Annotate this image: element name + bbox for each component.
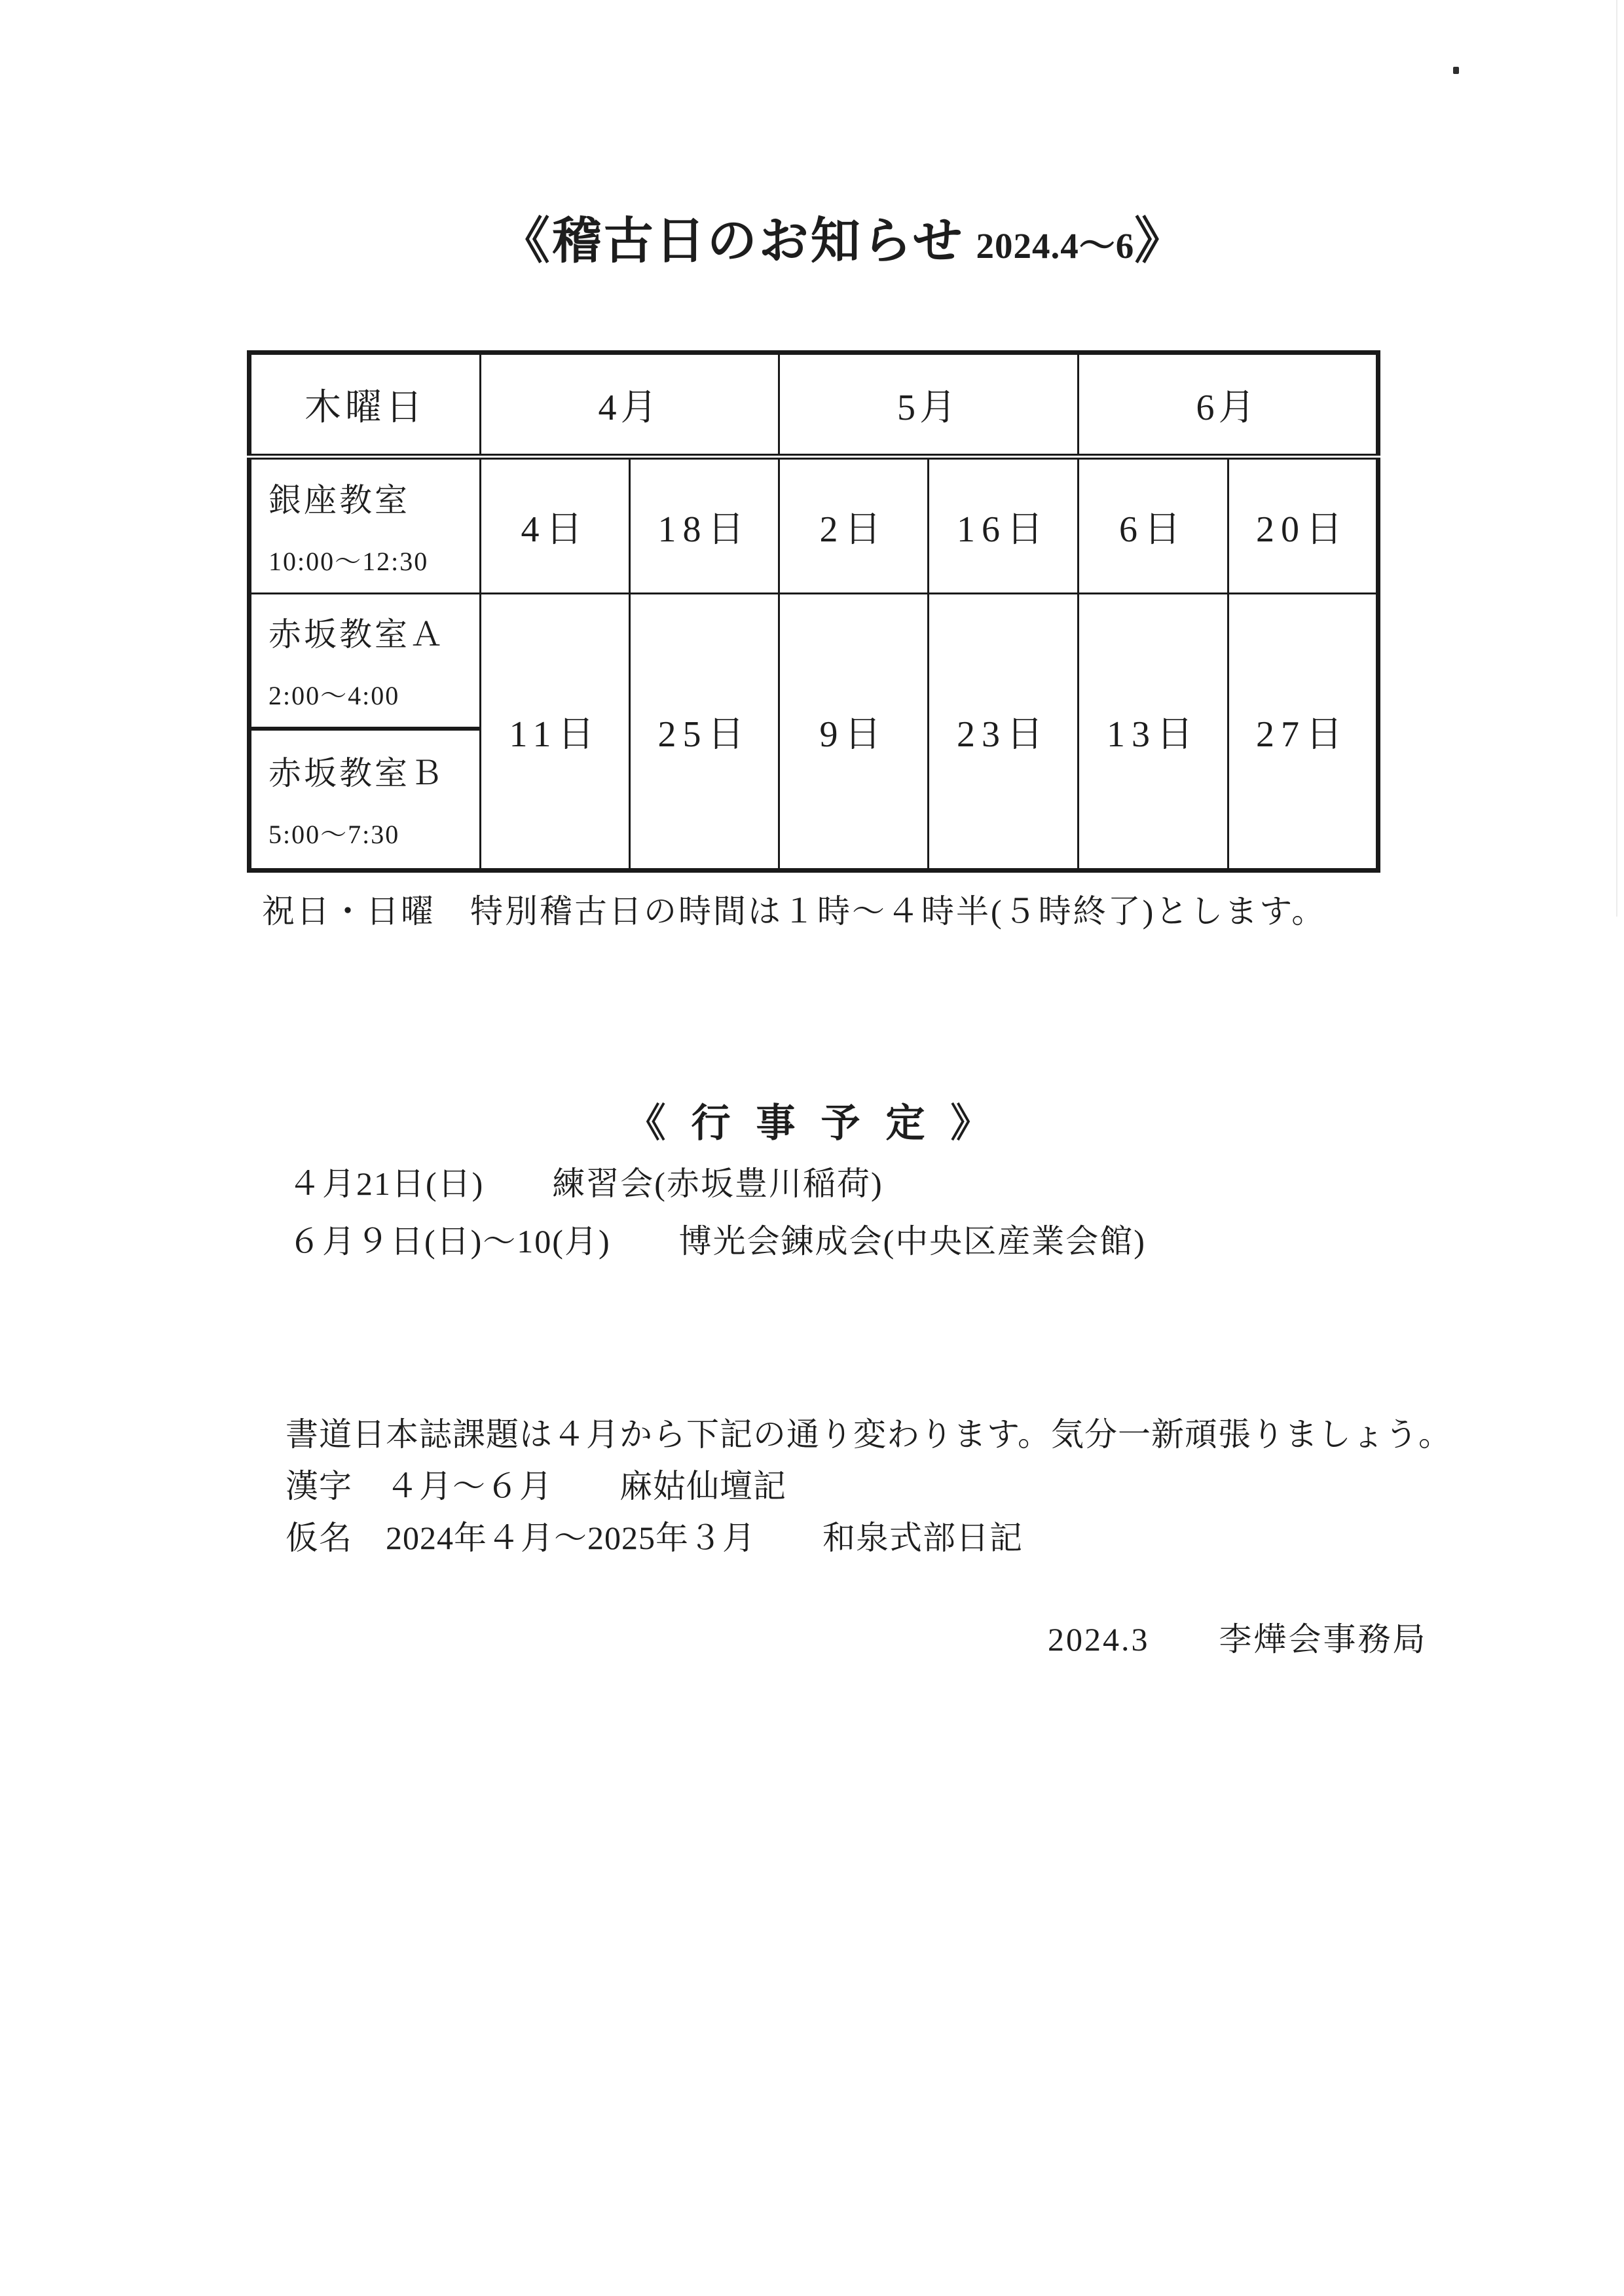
- scan-speck-artifact: [1453, 67, 1459, 74]
- events-heading: 《 行 事 予 定 》: [626, 1102, 998, 1145]
- month-header-may: 5月: [779, 353, 1079, 457]
- event-item-april: ４月21日(日) 練習会(赤坂豊川稲荷): [288, 1165, 883, 1202]
- assignment-kana-line: 仮名 2024年４月～2025年３月 和泉式部日記: [286, 1520, 1023, 1556]
- ginza-class-cell: [249, 457, 481, 594]
- assignment-intro: 書道日本誌課題は４月から下記の通り変わります。気分一新頑張りましょう。: [286, 1416, 1452, 1453]
- date-cell-merged: 27日: [1228, 594, 1378, 871]
- page-title: [0, 211, 1624, 273]
- practice-schedule-table: [247, 350, 1380, 873]
- date-cell: 4日: [481, 457, 630, 594]
- akasaka-a-class-time: 2:00～4:00: [268, 681, 400, 711]
- date-cell: 2日: [779, 457, 929, 594]
- akasaka-a-class-cell: [249, 594, 481, 729]
- event-item-june: ６月９日(日)～10(月) 博光会錬成会(中央区産業会館): [288, 1223, 1146, 1260]
- date-cell: 20日: [1228, 457, 1378, 594]
- date-cell-merged: 25日: [630, 594, 779, 871]
- date-cell: 16日: [929, 457, 1079, 594]
- table-row-ginza: [249, 457, 1378, 594]
- assignment-kanji-line: 漢字 ４月～６月 麻姑仙壇記: [286, 1468, 786, 1504]
- date-cell: 18日: [630, 457, 779, 594]
- signature-line: 2024.3 李燁会事務局: [1048, 1621, 1428, 1658]
- assignment-section: [286, 1415, 1452, 1571]
- akasaka-a-class-name: 赤坂教室Ａ: [268, 616, 445, 653]
- title-period-text: 2024.4～6: [976, 226, 1135, 266]
- date-cell-merged: 11日: [481, 594, 630, 871]
- akasaka-b-class-name: 赤坂教室Ｂ: [268, 755, 445, 792]
- title-close-bracket: 》: [1134, 214, 1187, 269]
- month-header-april: 4月: [481, 353, 779, 457]
- title-open-bracket: 《: [500, 214, 552, 269]
- table-header-row: [249, 353, 1378, 457]
- date-cell-merged: 23日: [929, 594, 1079, 871]
- akasaka-b-class-cell: [249, 729, 481, 871]
- special-practice-note: 祝日・日曜 特別稽古日の時間は１時～４時半(５時終了)とします。: [262, 893, 1327, 930]
- month-header-june: 6月: [1079, 353, 1378, 457]
- ginza-class-name: 銀座教室: [268, 482, 410, 519]
- date-cell-merged: 13日: [1079, 594, 1228, 871]
- date-cell: 6日: [1079, 457, 1228, 594]
- date-cell-merged: 9日: [779, 594, 929, 871]
- table-corner-header: 木曜日: [249, 353, 481, 457]
- ginza-class-time: 10:00～12:30: [268, 547, 429, 576]
- table-row-akasaka-a: [249, 594, 1378, 729]
- scan-edge-artifact: [1616, 0, 1617, 917]
- akasaka-b-class-time: 5:00～7:30: [268, 820, 400, 850]
- title-main-text: 稽古日のお知らせ: [551, 214, 965, 269]
- events-list: [288, 1164, 1146, 1279]
